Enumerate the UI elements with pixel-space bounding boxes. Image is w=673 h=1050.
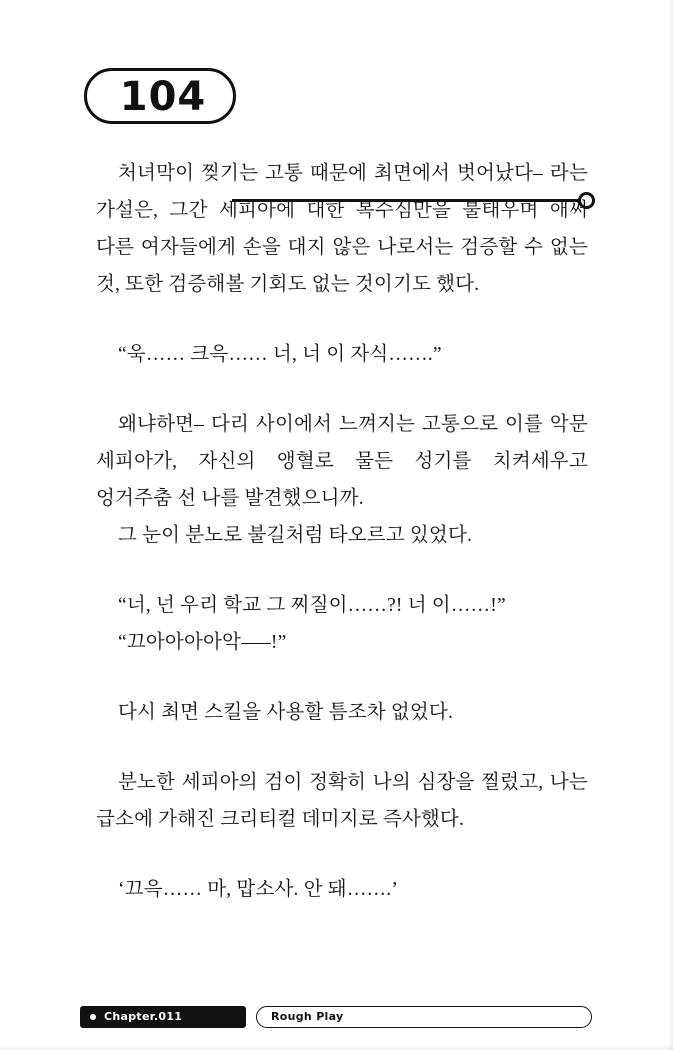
paragraph: 다시 최면 스킬을 사용할 틈조차 없었다. [118,702,454,723]
footer-chapter-badge [80,1006,246,1028]
footer-title-label: Rough Play [271,1010,344,1023]
paragraph-inner-monologue: ‘끄윽…… 마, 맙소사. 안 돼…….’ [118,879,399,900]
paragraph-dialogue: “욱…… 크윽…… 너, 너 이 자식…….” [118,344,442,365]
paragraph: 그 눈이 분노로 불길처럼 타오르고 있었다. [118,525,473,546]
page-edge-shade-right [668,0,673,1050]
footer-title-box [256,1006,592,1028]
paragraph-dialogue: “끄아아아아악–––!” [118,632,287,653]
page-number: 104 [119,74,207,120]
paragraph: 왜냐하면– 다리 사이에서 느껴지는 고통으로 이를 악문 세피아가, 자신의 앵혈로 물든 성기를 치켜세우고 엉거주춤 선 나를 발견했으니까. [96,414,588,509]
paragraph-dialogue: “너, 넌 우리 학교 그 찌질이……?! 너 이……!” [118,595,506,616]
footer-chapter-label: Chapter.011 [104,1010,183,1023]
bullet-dot-icon [90,1014,96,1020]
page-footer [0,1006,673,1032]
paragraph: 분노한 세피아의 검이 정확히 나의 심장을 찔렀고, 나는 급소에 가해진 크리티컬 데미지로 즉사했다. [96,772,588,830]
paragraph: 처녀막이 찢기는 고통 때문에 최면에서 벗어났다– 라는 가설은, 그간 세피아에 대한 복수심만을 불태우며 애써 다른 여자들에게 손을 대지 않은 나로서는 검증할 수 없는 것, 또한 검증해볼 기회도 없는 것이기도 했다. [96,163,588,295]
page-body [96,155,588,908]
page-number-pill [84,68,236,124]
page-header [0,68,673,144]
page-edge-shade-bottom [0,1044,673,1050]
